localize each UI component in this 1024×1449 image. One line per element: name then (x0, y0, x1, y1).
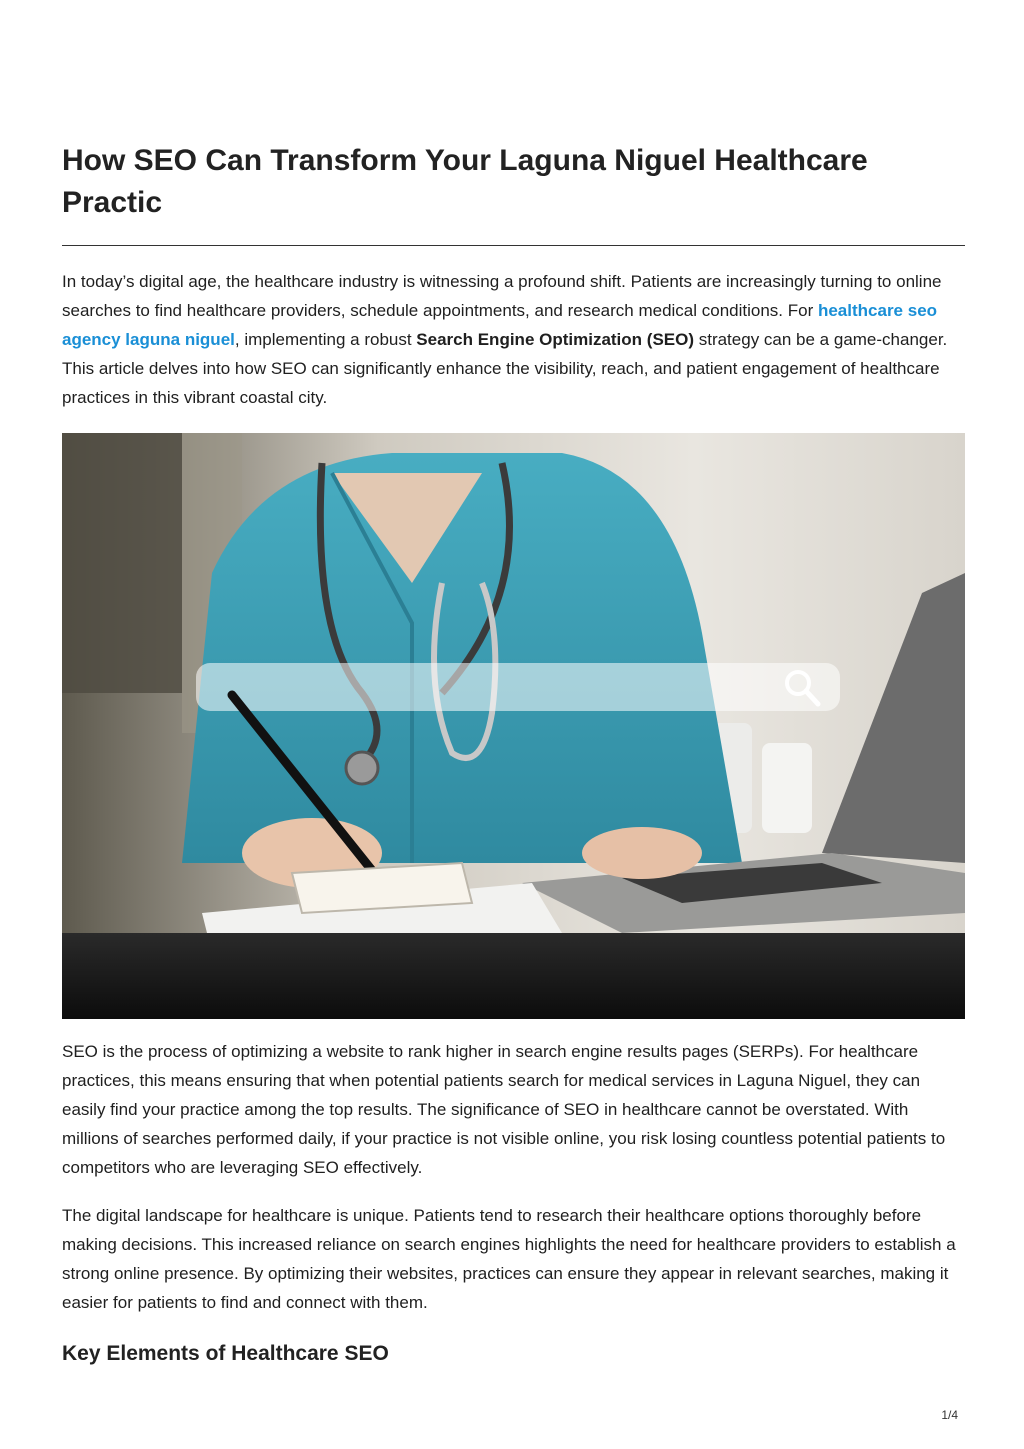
intro-text-1: In today’s digital age, the healthcare industry is witnessing a profound shift. Patients are increasingly turning to online searches to find healthcare providers, schedule appointments, and research medical conditions. For (62, 272, 942, 320)
hero-image (62, 433, 965, 1019)
agency-link[interactable]: healthcare seo agency laguna niguel (62, 301, 938, 349)
doctor-laptop-illustration (62, 433, 965, 1019)
seo-definition-paragraph: SEO is the process of optimizing a website to rank higher in search engine results pages (SERPs). For healthcare practices, this means ensuring that when potential patients search for medical services in Laguna Niguel, they can easily find your practice among the top results. The significance of SEO in healthcare cannot be overstated. With millions of searches performed daily, if your practice is not visible online, you risk losing countless potential patients to competitors who are leveraging SEO effectively. (62, 1042, 946, 1177)
seo-bold-term: Search Engine Optimization (SEO) (416, 330, 694, 349)
section-heading: Key Elements of Healthcare SEO (62, 1342, 389, 1365)
page-title: How SEO Can Transform Your Laguna Niguel Healthcare Practic (62, 144, 868, 219)
page-number: 1/4 (941, 1408, 958, 1422)
title-divider (62, 245, 965, 246)
intro-text-3: strategy can be a game-changer. This article delves into how SEO can significantly enhance the visibility, reach, and patient engagement of healthcare practices in this vibrant coastal city. (62, 330, 948, 407)
digital-landscape-paragraph: The digital landscape for healthcare is unique. Patients tend to research their healthcare options thoroughly before making decisions. This increased reliance on search engines highlights the need for healthcare providers to establish a strong online presence. By optimizing their websites, practices can ensure they appear in relevant searches, making it easier for patients to find and connect with them. (62, 1206, 956, 1312)
intro-paragraph (62, 267, 965, 412)
intro-text-2: , implementing a robust (234, 330, 417, 349)
